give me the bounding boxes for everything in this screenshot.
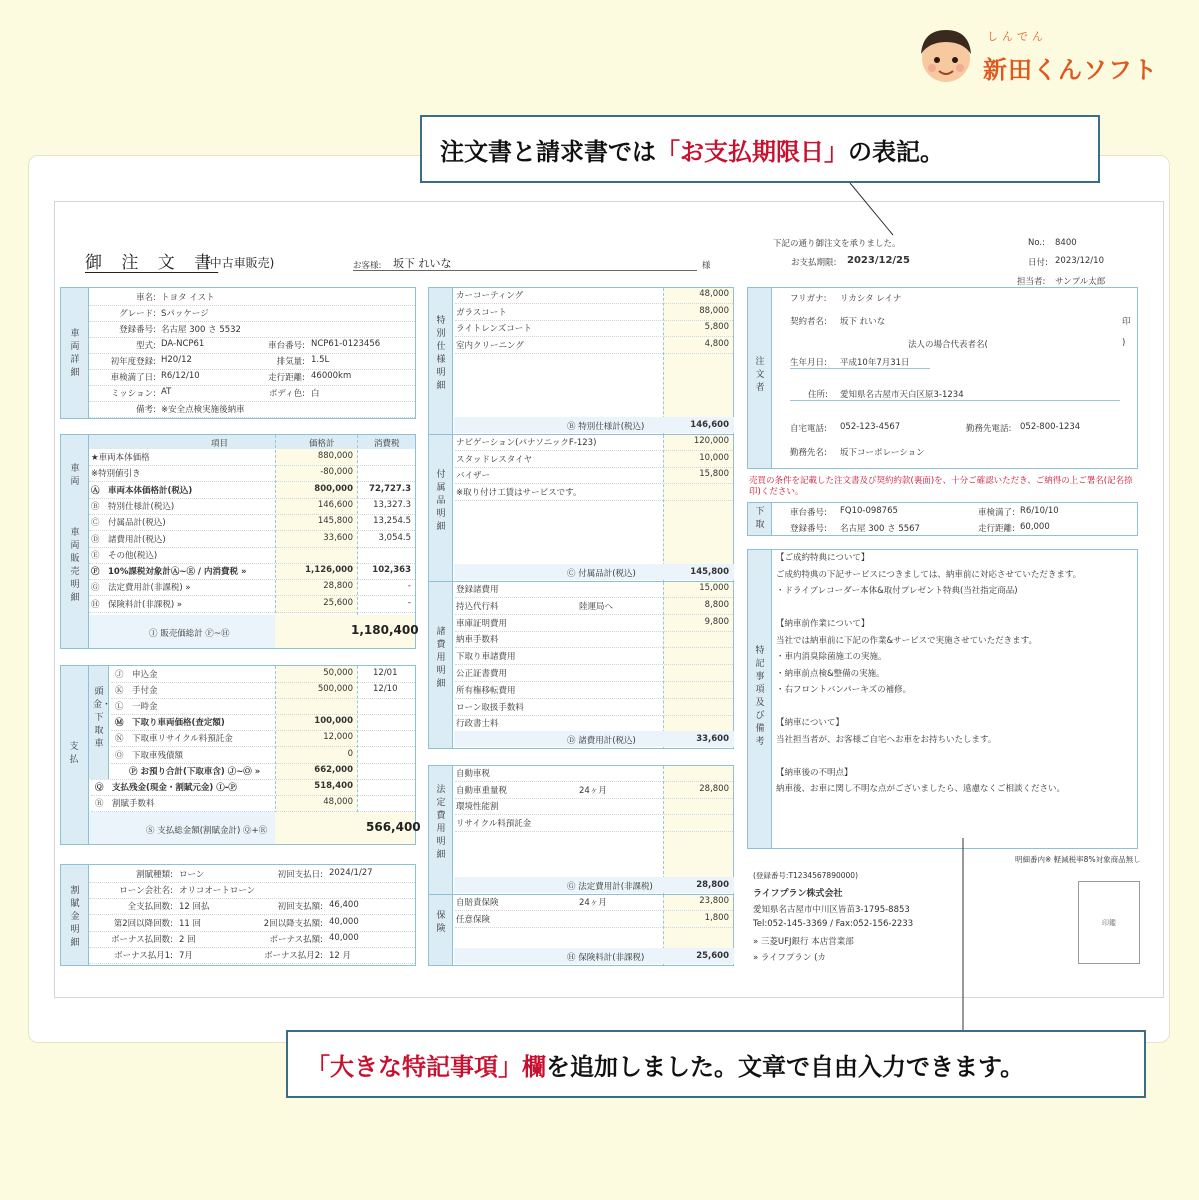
- trade-chassis-label: 車台番号:: [790, 508, 827, 518]
- price-tax: -: [407, 597, 411, 608]
- doc-title: 御 注 文 書: [85, 253, 219, 273]
- price-value: 880,000: [317, 451, 353, 461]
- accessory-item: スタッドレスタイヤ: [456, 454, 533, 465]
- thanks-text: 下記の通り御注文を承りました。: [773, 239, 901, 249]
- address-label: 住所:: [808, 390, 828, 400]
- home-tel-value: 052-123-4567: [840, 422, 901, 432]
- vehicle-value: DA-NCP61: [161, 339, 205, 349]
- insurance-section-label: 保険: [436, 911, 446, 934]
- staff-value: サンプル太郎: [1055, 277, 1106, 287]
- special-total-value: 146,600: [690, 420, 729, 430]
- price-tax: 102,363: [372, 565, 411, 576]
- payment-item: Ⓚ 手付金: [115, 686, 158, 697]
- legal-total-label: Ⓖ 法定費用計(非課税): [567, 882, 653, 892]
- installment-value2: 40,000: [329, 932, 359, 943]
- installment-value2: 40,000: [329, 916, 359, 927]
- payment-total-value: 566,400: [366, 820, 421, 834]
- vehicle-value2: 白: [311, 389, 320, 399]
- trade-inspect-value: R6/10/10: [1020, 506, 1059, 516]
- no-label: No.:: [1028, 238, 1045, 248]
- price-value: -80,000: [320, 467, 353, 478]
- brand-ruby: しんでん: [987, 30, 1047, 43]
- installment-value2: 46,400: [329, 900, 359, 911]
- insurance-total-value: 25,600: [696, 951, 729, 961]
- vehicle-key2: ボディ色:: [268, 389, 305, 399]
- installment-value2: 2024/1/27: [329, 868, 373, 878]
- doc-subtitle: (中古車販売): [205, 256, 275, 270]
- accessory-value: 120,000: [693, 436, 729, 446]
- trade-mileage-value: 60,000: [1020, 522, 1050, 532]
- vehicle-value2: NCP61-0123456: [311, 339, 381, 349]
- accessory-item: ※取り付け工賃はサービスです。: [456, 487, 582, 498]
- note-line: ご成約特典の下記サービスにつきましては、納車前に対応させていただきます。: [776, 569, 1082, 580]
- vehicle-value: ※安全点検実施後納車: [161, 405, 245, 415]
- accessory-total-value: 145,800: [690, 567, 729, 577]
- payment-item: Ⓛ 一時金: [115, 702, 158, 713]
- installment-key: ボーナス払月1:: [114, 951, 173, 961]
- vehicle-key2: 排気量:: [276, 357, 305, 367]
- note-line: ・ドライブレコーダー本体&取付プレゼント特典(当社指定商品): [776, 586, 1018, 596]
- furigana-value: リカシタ レイナ: [840, 294, 902, 304]
- company-name: ライフプラン株式会社: [753, 889, 843, 899]
- note-line: ・納車前点検&整備の実施。: [776, 668, 885, 679]
- accessory-total-label: Ⓒ 付属品計(税込): [567, 569, 636, 579]
- bottom-callout: 「大きな特記事項」欄 を追加しました。文章で自由入力できます。: [286, 1030, 1146, 1098]
- legal-total-value: 28,800: [696, 880, 729, 890]
- expenses-total-label: Ⓓ 諸費用計(税込): [567, 736, 636, 746]
- installment-key: ボーナス払回数:: [110, 934, 173, 945]
- downpayment-section-header: 頭金・下取車: [89, 666, 109, 779]
- accessory-item: ナビゲーション(パナソニックF-123): [456, 438, 597, 448]
- trade-mileage-label: 走行距離:: [978, 524, 1015, 534]
- payment-item: Ⓞ 下取車残債額: [115, 750, 184, 761]
- company-stamp: 印鑑: [1078, 881, 1140, 964]
- furigana-label: フリガナ:: [790, 294, 827, 304]
- payment-item: Ⓡ 割賦手数料: [95, 798, 155, 809]
- payment-total-label: Ⓢ 支払総金額(割賦金計) Ⓠ+Ⓡ: [146, 826, 268, 836]
- expenses-item: 所有権移転費用: [456, 685, 516, 696]
- representative-end: ): [1122, 338, 1126, 348]
- brand-name: 新田くんソフト: [983, 56, 1158, 84]
- vehicle-value: トヨタ イスト: [161, 293, 215, 303]
- vehicle-key: 登録番号:: [119, 325, 156, 335]
- price-value: 1,126,000: [305, 565, 353, 576]
- payment-item: Ⓝ 下取車リサイクル料預託金: [115, 734, 233, 745]
- expenses-item: 登録諸費用: [456, 585, 499, 595]
- contractor-label: 契約者名:: [790, 317, 827, 327]
- vehicle-key: グレード:: [119, 309, 156, 319]
- vehicle-key: 備考:: [136, 405, 156, 415]
- expenses-item: 納車手数料: [456, 635, 499, 646]
- trade-inspect-label: 車検満了:: [978, 508, 1015, 518]
- insurance-memo: 24ヶ月: [579, 898, 607, 908]
- price-item: Ⓕ 10%課税対象計Ⓐ~Ⓔ / 内消費税 »: [91, 567, 247, 578]
- seal-mark: 印: [1122, 317, 1131, 327]
- payment-value: 518,400: [314, 780, 353, 791]
- company-reg: (登録番号:T1234567890000): [753, 871, 858, 880]
- date-label: 日付:: [1028, 258, 1048, 268]
- note-line: 当社では納車前に下記の作業&サービスで実施させていただきます。: [776, 635, 1037, 646]
- installment-value: ローン: [179, 870, 205, 880]
- note-line: ・車内消臭除菌施工の実施。: [776, 652, 887, 662]
- price-tax: 13,254.5: [373, 516, 411, 527]
- company-tel: Tel:052-145-3369 / Fax:052-156-2233: [753, 919, 914, 929]
- workplace-label: 勤務先名:: [790, 448, 827, 458]
- trade-chassis-value: FQ10-098765: [840, 506, 898, 516]
- payment-value: 100,000: [314, 716, 353, 727]
- vehicle-key: 型式:: [136, 341, 156, 351]
- price-item: ※特別値引き: [91, 469, 141, 480]
- expenses-item: ローン取扱手数料: [456, 702, 524, 713]
- special-item: ライトレンズコート: [456, 324, 532, 334]
- insurance-item: 任意保険: [456, 914, 491, 925]
- note-line: 当社担当者が、お客様ご自宅へお車をお持ちいたします。: [776, 734, 997, 745]
- col-item: 項目: [211, 439, 229, 449]
- contractor-value: 坂下 れいな: [840, 317, 886, 327]
- installment-section-header: 割賦金明細: [61, 865, 89, 965]
- vehicle-value: H20/12: [161, 355, 192, 365]
- price-item: Ⓔ その他(税込): [91, 550, 158, 561]
- top-callout-pointer: [850, 183, 893, 235]
- workplace-value: 坂下コーポレーション: [840, 448, 925, 458]
- payment-date: 12/10: [373, 684, 398, 695]
- date-value: 2023/12/10: [1055, 256, 1104, 266]
- special-value: 48,000: [699, 289, 729, 299]
- work-tel-value: 052-800-1234: [1020, 422, 1081, 432]
- expenses-value: 9,800: [704, 616, 729, 627]
- price-tax: -: [407, 581, 411, 592]
- installment-value: オリコオートローン: [179, 886, 256, 897]
- legal-value: 28,800: [699, 783, 729, 794]
- installment-key2: 2回以降支払額:: [263, 918, 323, 929]
- sales-total-label: Ⓘ 販売価総計 Ⓕ~Ⓗ: [149, 629, 230, 639]
- company-address: 愛知県名古屋市中川区皆苗3-1795-8853: [753, 905, 910, 915]
- special-section-label: 特別仕様明細: [436, 316, 446, 391]
- legal-item: 自動車重量税: [456, 785, 508, 796]
- honorific: 様: [702, 261, 711, 271]
- legal-item: 環境性能割: [456, 802, 499, 812]
- vehicle-value: Sパッケージ: [161, 309, 209, 319]
- vehicle-key2: 走行距離:: [268, 373, 305, 383]
- col-price: 価格計: [309, 439, 335, 449]
- note-line: ・右フロントバンパーキズの補修。: [776, 685, 912, 695]
- price-value: 146,600: [317, 499, 353, 510]
- installment-key: 割賦種類:: [136, 870, 173, 880]
- price-item: Ⓑ 特別仕様計(税込): [91, 501, 175, 512]
- vehicle-value: R6/12/10: [161, 371, 200, 381]
- installment-key: ローン会社名:: [119, 886, 173, 897]
- price-item: Ⓖ 法定費用計(非課税) »: [91, 583, 191, 594]
- expenses-section-label: 諸費用明細: [436, 626, 446, 689]
- notes-section-header: 特記事項及び備考: [748, 550, 772, 848]
- work-tel-label: 勤務先電話:: [966, 424, 1012, 434]
- staff-label: 担当者:: [1017, 277, 1046, 287]
- installment-key2: ボーナス払額:: [269, 934, 323, 945]
- insurance-item: 自賠責保険: [456, 898, 499, 908]
- payment-section-header: 支払: [61, 666, 89, 844]
- special-value: 88,000: [699, 305, 729, 316]
- installment-value2: 12 月: [329, 951, 352, 961]
- note-line: 【納車について】: [776, 718, 844, 728]
- insurance-value: 1,800: [704, 912, 729, 923]
- expenses-item: 車庫証明費用: [456, 618, 508, 629]
- trade-reg-label: 登録番号:: [790, 524, 827, 534]
- address-value: 愛知県名古屋市天白区原3-1234: [840, 390, 964, 400]
- special-total-label: Ⓑ 特別仕様計(税込): [567, 422, 645, 432]
- payment-value: 48,000: [323, 796, 353, 807]
- trade-reg-value: 名古屋 300 さ 5567: [840, 524, 920, 534]
- expenses-value: 15,000: [699, 583, 729, 593]
- expenses-item: 持込代行料: [456, 601, 499, 612]
- price-value: 33,600: [323, 532, 353, 543]
- payment-item: Ⓟ お預り合計(下取車含) Ⓙ~Ⓞ »: [129, 766, 261, 777]
- legal-memo: 24ヶ月: [579, 785, 607, 796]
- expenses-item: 行政書士料: [456, 719, 499, 730]
- payment-item: Ⓙ 申込金: [115, 670, 158, 680]
- installment-value: 12 回払: [179, 902, 210, 913]
- special-item: 室内クリーニング: [456, 340, 524, 351]
- installment-key: 第2回以降回数:: [113, 918, 173, 929]
- payment-value: 500,000: [317, 684, 353, 695]
- expenses-item: 下取り車諸費用: [456, 652, 516, 663]
- home-tel-label: 自宅電話:: [790, 424, 827, 434]
- legal-section-label: 法定費用明細: [436, 785, 446, 860]
- special-item: カーコーティング: [456, 291, 524, 301]
- expenses-item: 公正証書費用: [456, 669, 508, 679]
- representative-label: 法人の場合代表者名(: [908, 340, 988, 350]
- payment-item: Ⓜ 下取り車両価格(査定額): [115, 718, 225, 729]
- expenses-memo: 陸運局へ: [579, 601, 614, 612]
- installment-key: 全支払回数:: [127, 902, 173, 913]
- installment-key2: 初回支払日:: [277, 870, 323, 880]
- birth-label: 生年月日:: [790, 358, 827, 368]
- price-item: Ⓒ 付属品計(税込): [91, 518, 166, 529]
- vehicle-key: 車名:: [136, 293, 156, 303]
- expenses-value: 8,800: [704, 599, 729, 610]
- vehicle-value: 名古屋 300 さ 5532: [161, 325, 241, 335]
- price-section-header: 車両 車両販売明細: [61, 435, 89, 648]
- price-item: Ⓗ 保険料計(非課税) »: [91, 599, 183, 610]
- col-tax: 消費税: [374, 439, 400, 449]
- legal-item: 自動車税: [456, 769, 491, 779]
- installment-key2: ボーナス払月2:: [264, 951, 323, 961]
- insurance-value: 23,800: [699, 896, 729, 906]
- special-item: ガラスコート: [456, 307, 507, 318]
- customer-label: お客様:: [353, 261, 382, 271]
- payment-value: 662,000: [314, 764, 353, 775]
- payment-value: 12,000: [323, 732, 353, 743]
- payment-item: Ⓠ 支払残金(現金・割賦元金) Ⓘ-Ⓟ: [95, 782, 237, 793]
- sales-total-value: 1,180,400: [351, 623, 419, 637]
- note-line: 【納車後の不明点】: [776, 767, 853, 778]
- price-tax: 13,327.3: [373, 499, 411, 510]
- no-value: 8400: [1055, 238, 1077, 248]
- top-callout: 注文書と請求書では 「お支払期限日」 の表記。: [420, 115, 1100, 183]
- price-value: 28,800: [323, 581, 353, 592]
- vehicle-key: 初年度登録:: [110, 357, 156, 367]
- price-tax: 72,727.3: [369, 483, 411, 494]
- accessory-value: 15,800: [699, 469, 729, 479]
- installment-value: 2 回: [179, 934, 196, 945]
- orderer-section-header: 注文者: [748, 288, 772, 468]
- price-item: Ⓓ 諸費用計(税込): [91, 534, 166, 545]
- company-bank: » 三菱UFJ銀行 本店営業部: [753, 937, 854, 947]
- birth-value: 平成10年7月31日: [840, 358, 910, 368]
- special-value: 5,800: [704, 322, 729, 332]
- insurance-total-label: Ⓗ 保険料計(非課税): [567, 953, 645, 963]
- note-line: 【ご成約特典について】: [776, 553, 870, 563]
- price-value: 145,800: [317, 516, 353, 527]
- vehicle-section-header: 車両詳細: [61, 288, 89, 418]
- pay-due-value: 2023/12/25: [847, 255, 910, 266]
- pay-due-label: お支払期限:: [791, 258, 837, 268]
- vehicle-key: 車検満了日:: [110, 373, 156, 383]
- customer-name: 坂下 れいな: [393, 257, 452, 270]
- special-value: 4,800: [704, 338, 729, 349]
- vehicle-value: AT: [161, 387, 172, 397]
- vehicle-key: ミッション:: [110, 389, 156, 399]
- installment-key2: 初回支払額:: [277, 902, 323, 913]
- price-tax: 3,054.5: [378, 532, 411, 543]
- legal-item: リサイクル料預託金: [456, 818, 532, 829]
- price-value: 25,600: [323, 597, 353, 608]
- trade-in-header: 下取: [748, 503, 772, 535]
- installment-value: 11 回: [179, 918, 202, 929]
- price-value: 800,000: [314, 483, 353, 494]
- accessory-item: バイザー: [456, 471, 491, 481]
- vehicle-value2: 46000km: [311, 371, 352, 381]
- company-account: » ライフプラン (カ: [753, 953, 826, 963]
- expenses-total-value: 33,600: [696, 734, 729, 744]
- note-line: 納車後、お車に関し不明な点がございましたら、遠慮なくご相談ください。: [776, 784, 1066, 794]
- price-item: Ⓐ 車両本体価格計(税込): [91, 485, 193, 496]
- payment-value: 50,000: [323, 668, 353, 678]
- payment-date: 12/01: [373, 668, 398, 678]
- tax-note: 明細番内※ 軽減税率8%対象商品無し: [1015, 855, 1141, 864]
- vehicle-value2: 1.5L: [311, 355, 330, 365]
- vehicle-key2: 車台番号:: [268, 341, 305, 351]
- accessory-value: 10,000: [699, 452, 729, 463]
- payment-value: 0: [347, 748, 353, 759]
- note-line: 【納車前作業について】: [776, 619, 870, 629]
- installment-value: 7月: [179, 951, 193, 961]
- consent-note: 売買の条件を記載した注文書及び契約約款(裏面)を、十分ご確認いただき、ご納得の上ご署名(記名捺印)ください。: [749, 476, 1133, 497]
- accessory-section-label: 付属品明細: [436, 469, 446, 532]
- price-item: ★車両本体価格: [91, 453, 150, 463]
